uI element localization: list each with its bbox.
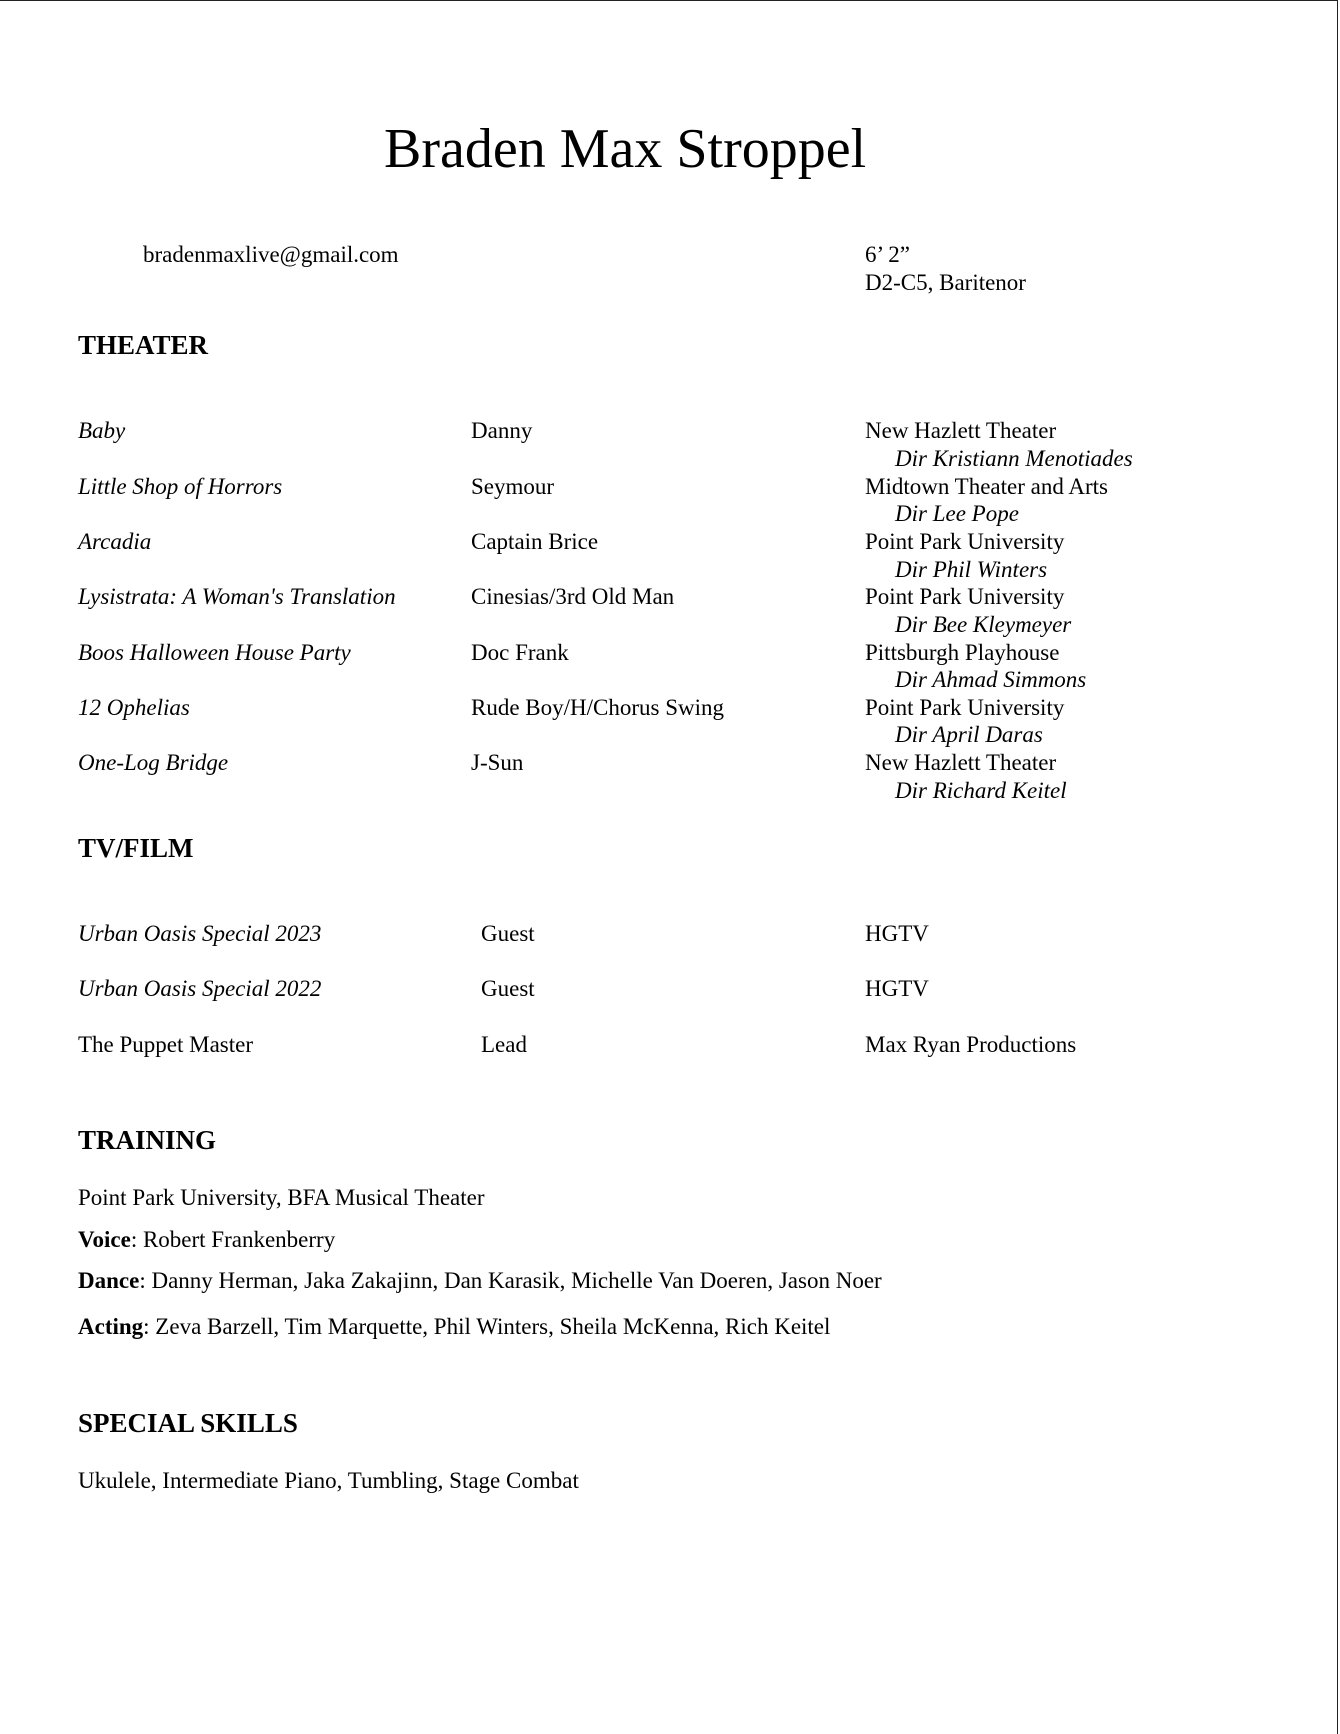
theater-role: Danny [471, 418, 533, 443]
tvfilm-role: Guest [481, 921, 535, 946]
theater-director: Dir Bee Kleymeyer [895, 612, 1072, 637]
tvfilm-heading: TV/FILM [78, 833, 194, 863]
tvfilm-role: Lead [481, 1032, 527, 1057]
tvfilm-title: Urban Oasis Special 2023 [78, 921, 322, 946]
training-voice-label: Voice [78, 1227, 131, 1252]
tvfilm-company: Max Ryan Productions [865, 1032, 1077, 1057]
theater-venue: Midtown Theater and Arts [865, 474, 1108, 499]
theater-title: Baby [78, 418, 126, 443]
training-voice [78, 1226, 335, 1254]
skills-heading: SPECIAL SKILLS [78, 1408, 298, 1438]
training-acting-text: : Zeva Barzell, Tim Marquette, Phil Winters, Sheila McKenna, Rich Keitel [143, 1314, 831, 1339]
theater-title: Lysistrata: A Woman's Translation [78, 584, 396, 609]
training-dance [78, 1267, 882, 1295]
tvfilm-company: HGTV [865, 976, 929, 1001]
theater-title: 12 Ophelias [78, 695, 190, 720]
tvfilm-title: The Puppet Master [78, 1032, 254, 1057]
theater-venue: Point Park University [865, 529, 1065, 554]
theater-role: Doc Frank [471, 640, 569, 665]
contact-height: 6’ 2” [865, 242, 910, 267]
skills-text: Ukulele, Intermediate Piano, Tumbling, Stage Combat [78, 1468, 579, 1493]
training-heading: TRAINING [78, 1125, 217, 1155]
theater-venue: New Hazlett Theater [865, 750, 1057, 775]
theater-role: J-Sun [471, 750, 524, 775]
contact-email: bradenmaxlive@gmail.com [143, 242, 399, 267]
training-school: Point Park University, BFA Musical Theater [78, 1185, 485, 1210]
training-dance-text: : Danny Herman, Jaka Zakajinn, Dan Karasik, Michelle Van Doeren, Jason Noer [139, 1268, 882, 1293]
theater-venue: Point Park University [865, 695, 1065, 720]
theater-title: Little Shop of Horrors [78, 474, 283, 499]
theater-title: Boos Halloween House Party [78, 640, 351, 665]
training-voice-text: : Robert Frankenberry [130, 1227, 336, 1252]
resume-name: Braden Max Stroppel [384, 118, 867, 180]
theater-venue: Pittsburgh Playhouse [865, 640, 1060, 665]
theater-role: Rude Boy/H/Chorus Swing [471, 695, 725, 720]
theater-heading: THEATER [78, 330, 209, 360]
tvfilm-role: Guest [481, 976, 535, 1001]
theater-director: Dir Lee Pope [895, 501, 1019, 526]
training-acting-label: Acting [78, 1314, 144, 1339]
tvfilm-title: Urban Oasis Special 2022 [78, 976, 322, 1001]
theater-director: Dir Richard Keitel [895, 778, 1067, 803]
training-acting [78, 1313, 830, 1341]
theater-director: Dir April Daras [895, 722, 1043, 747]
theater-venue: New Hazlett Theater [865, 418, 1057, 443]
theater-role: Cinesias/3rd Old Man [471, 584, 675, 609]
theater-title: Arcadia [78, 529, 152, 554]
theater-director: Dir Phil Winters [895, 557, 1048, 582]
theater-title: One-Log Bridge [78, 750, 229, 775]
training-dance-label: Dance [78, 1268, 140, 1293]
contact-voice: D2-C5, Baritenor [865, 270, 1026, 295]
tvfilm-company: HGTV [865, 921, 929, 946]
theater-role: Seymour [471, 474, 555, 499]
theater-director: Dir Ahmad Simmons [895, 667, 1087, 692]
theater-role: Captain Brice [471, 529, 599, 554]
theater-venue: Point Park University [865, 584, 1065, 609]
theater-director: Dir Kristiann Menotiades [895, 446, 1133, 471]
